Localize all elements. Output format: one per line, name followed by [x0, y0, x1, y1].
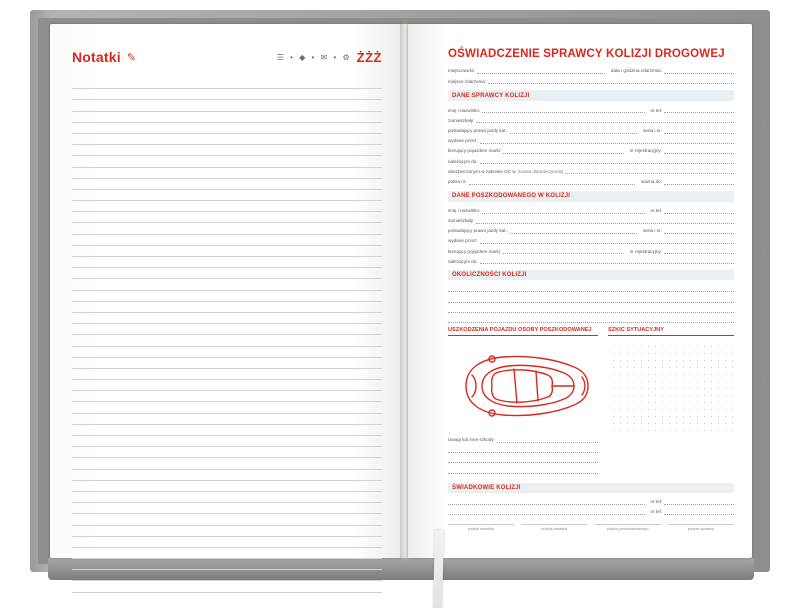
section-heading-witnesses: ŚWIADKOWIE KOLIZJI	[448, 483, 734, 493]
field-input-line[interactable]	[448, 456, 598, 463]
field-input-line[interactable]	[448, 467, 598, 474]
form-row	[448, 306, 734, 313]
field-label: imię i nazwisko:	[448, 207, 481, 213]
field-input-line[interactable]	[476, 116, 734, 123]
field-label: imię i nazwisko:	[448, 107, 481, 113]
field-input-line[interactable]	[448, 306, 734, 313]
form-row	[448, 237, 734, 244]
form-row	[448, 446, 598, 453]
section-heading-circumstances: OKOLICZNOŚCI KOLIZJI	[448, 270, 734, 280]
field-input-line[interactable]	[664, 498, 734, 505]
rule-line	[72, 100, 382, 111]
field-input-line[interactable]	[503, 147, 623, 154]
sketch-area[interactable]	[608, 340, 734, 432]
field-input-line[interactable]	[469, 178, 635, 185]
signature-label: podpis świadka	[521, 524, 587, 531]
form-row	[448, 67, 734, 74]
field-input-line[interactable]	[448, 446, 598, 453]
form-row	[448, 77, 734, 84]
form-row	[448, 257, 734, 264]
rule-line	[72, 402, 382, 413]
damage-notes-label-row	[448, 436, 598, 443]
rule-line	[72, 291, 382, 302]
signature-label: podpis świadka	[448, 524, 514, 531]
form-row	[448, 227, 734, 234]
open-notebook	[30, 10, 770, 590]
field-label: kierujący pojazdem marki:	[448, 148, 502, 154]
sketch-dot-grid	[608, 340, 734, 432]
field-input-line[interactable]	[664, 127, 734, 134]
rule-line	[72, 414, 382, 425]
field-input-line[interactable]	[477, 67, 605, 74]
form-row	[448, 508, 734, 515]
field-note: (nazwa ubezpieczyciela)	[517, 169, 564, 175]
field-label: nr tel:	[650, 207, 662, 213]
field-input-line[interactable]	[664, 147, 734, 154]
field-input-line[interactable]	[448, 316, 734, 323]
rule-line	[72, 481, 382, 492]
rule-line	[72, 212, 382, 223]
rule-line	[72, 78, 382, 89]
field-input-line[interactable]	[480, 257, 734, 264]
right-page	[408, 24, 752, 558]
rule-line	[72, 123, 382, 134]
field-input-line[interactable]	[664, 178, 734, 185]
circumstances-fields	[448, 285, 734, 323]
rule-line	[72, 89, 382, 100]
field-input-line[interactable]	[448, 508, 645, 515]
field-input-line[interactable]	[448, 296, 734, 303]
field-label: data i godzina zdarzenia:	[610, 68, 662, 74]
field-input-line[interactable]	[664, 227, 734, 234]
form-header-rows	[448, 67, 734, 84]
notes-page-content	[72, 44, 382, 544]
field-label: wydane przez:	[448, 238, 478, 244]
field-label: polisa nr:	[448, 178, 467, 184]
field-label: kierujący pojazdem marki:	[448, 248, 502, 254]
damage-notes-line[interactable]	[497, 436, 598, 443]
rule-line	[72, 335, 382, 346]
signature-row	[448, 524, 734, 531]
collision-form	[448, 48, 734, 518]
field-label: nr rejestracyjny:	[629, 148, 662, 154]
form-row	[448, 106, 734, 113]
damage-column-heading: USZKODZENIA POJAZDU OSOBY POSZKODOWANEJ	[448, 327, 598, 336]
field-input-line[interactable]	[480, 237, 734, 244]
sketch-column	[608, 327, 734, 477]
form-row	[448, 467, 598, 474]
field-label: nr rejestracyjny:	[629, 248, 662, 254]
field-label: miejsce zdarzenia:	[448, 78, 487, 84]
field-input-line[interactable]	[480, 137, 734, 144]
form-title: OŚWIADCZENIE SPRAWCY KOLIZJI DROGOWEJ	[448, 48, 725, 60]
damage-notes	[448, 436, 598, 474]
field-input-line[interactable]	[565, 167, 734, 174]
rule-line	[72, 514, 382, 525]
rule-line	[72, 156, 382, 167]
rule-line	[72, 134, 382, 145]
field-label: należącym do:	[448, 158, 478, 164]
field-label: seria i nr:	[643, 228, 662, 234]
notes-header-left	[72, 49, 136, 65]
form-row	[448, 127, 734, 134]
sketch-column-heading: SZKIC SYTUACYJNY	[608, 327, 734, 336]
rule-line	[72, 145, 382, 156]
rule-line	[72, 324, 382, 335]
rule-line	[72, 313, 382, 324]
rule-line	[72, 190, 382, 201]
section-heading-victim: DANE POSZKODOWANEGO W KOLIZJI	[448, 191, 734, 202]
field-input-line[interactable]	[664, 106, 734, 113]
drawing-columns	[448, 327, 734, 477]
field-label: należącym do:	[448, 258, 478, 264]
rule-line	[72, 458, 382, 469]
rule-line	[72, 201, 382, 212]
field-label: zamieszkały:	[448, 117, 475, 123]
left-page	[50, 24, 402, 558]
field-input-line[interactable]	[448, 498, 645, 505]
field-input-line[interactable]	[510, 127, 637, 134]
rule-line	[72, 425, 382, 436]
perpetrator-fields	[448, 106, 734, 184]
rule-line	[72, 391, 382, 402]
field-label: seria i nr:	[643, 127, 662, 133]
rule-line	[72, 436, 382, 447]
field-input-line[interactable]	[488, 77, 734, 84]
rule-line	[72, 257, 382, 268]
field-input-line[interactable]	[482, 207, 644, 214]
rule-line	[72, 380, 382, 391]
field-input-line[interactable]	[448, 285, 734, 292]
field-label: ubezpieczonym w zakresie OC w	[448, 168, 516, 174]
field-label: miejscowość:	[448, 68, 476, 74]
rule-line	[72, 447, 382, 458]
rule-line	[72, 369, 382, 380]
rule-line	[72, 168, 382, 179]
damage-column	[448, 327, 598, 477]
field-label: wydane przez:	[448, 138, 478, 144]
form-row	[448, 167, 734, 174]
victim-fields	[448, 207, 734, 265]
form-row	[448, 498, 734, 505]
rule-line	[72, 537, 382, 548]
field-label: nr tel:	[650, 509, 662, 515]
form-row	[448, 157, 734, 164]
form-row	[448, 207, 734, 214]
page-ribbon	[433, 530, 444, 608]
field-label: nr tel:	[650, 107, 662, 113]
rule-line	[72, 492, 382, 503]
form-row	[448, 217, 734, 224]
rule-line	[72, 470, 382, 481]
rule-line	[72, 246, 382, 257]
rule-line	[72, 548, 382, 559]
form-row	[448, 316, 734, 323]
rule-line	[72, 268, 382, 279]
brand-mark: ŻŻŻ	[356, 49, 382, 65]
field-input-line[interactable]	[480, 157, 734, 164]
signature-label: podpis poszkodowanego	[595, 524, 661, 531]
rule-line	[72, 112, 382, 123]
rule-line	[72, 235, 382, 246]
rule-line	[72, 358, 382, 369]
rule-line	[72, 302, 382, 313]
field-label: posiadający prawo jazdy kat.:	[448, 127, 509, 133]
field-label: posiadający prawo jazdy kat.:	[448, 228, 509, 234]
form-row	[448, 247, 734, 254]
rule-line	[72, 581, 382, 592]
field-label: ważna do:	[641, 178, 662, 184]
field-input-line[interactable]	[664, 247, 734, 254]
car-top-view-icon	[448, 340, 598, 432]
form-row	[448, 285, 734, 292]
notes-header	[72, 44, 382, 70]
field-input-line[interactable]	[664, 67, 734, 74]
mini-icon-strip: ☰ • ◆ • ✉ • ⚙	[276, 52, 352, 62]
form-row	[448, 116, 734, 123]
notes-header-right	[277, 50, 382, 65]
witness-fields	[448, 498, 734, 515]
pencil-icon: ✎	[126, 51, 137, 64]
rule-line	[72, 347, 382, 358]
rule-line	[72, 559, 382, 570]
rule-line	[72, 526, 382, 537]
field-label: nr tel:	[650, 499, 662, 505]
rule-line	[72, 503, 382, 514]
damage-notes-extra-lines	[448, 446, 598, 473]
rule-line	[72, 179, 382, 190]
section-heading-perpetrator: DANE SPRAWCY KOLIZJI	[448, 90, 734, 101]
form-row	[448, 456, 598, 463]
ruled-lines	[72, 78, 382, 593]
field-input-line[interactable]	[476, 217, 734, 224]
field-input-line[interactable]	[503, 247, 623, 254]
page-title: Notatki	[72, 49, 121, 65]
form-row	[448, 296, 734, 303]
rule-line	[72, 223, 382, 234]
field-label: zamieszkały:	[448, 218, 475, 224]
form-row	[448, 147, 734, 154]
form-row	[448, 137, 734, 144]
field-input-line[interactable]	[482, 106, 644, 113]
car-top-view-svg	[448, 347, 598, 425]
rule-line	[72, 570, 382, 581]
field-input-line[interactable]	[510, 227, 637, 234]
damage-notes-label: Uwagi lub inne szkody:	[448, 437, 495, 443]
form-row	[448, 178, 734, 185]
field-input-line[interactable]	[664, 207, 734, 214]
rule-line	[72, 279, 382, 290]
signature-label: podpis sprawcy	[668, 524, 734, 531]
field-input-line[interactable]	[664, 508, 734, 515]
